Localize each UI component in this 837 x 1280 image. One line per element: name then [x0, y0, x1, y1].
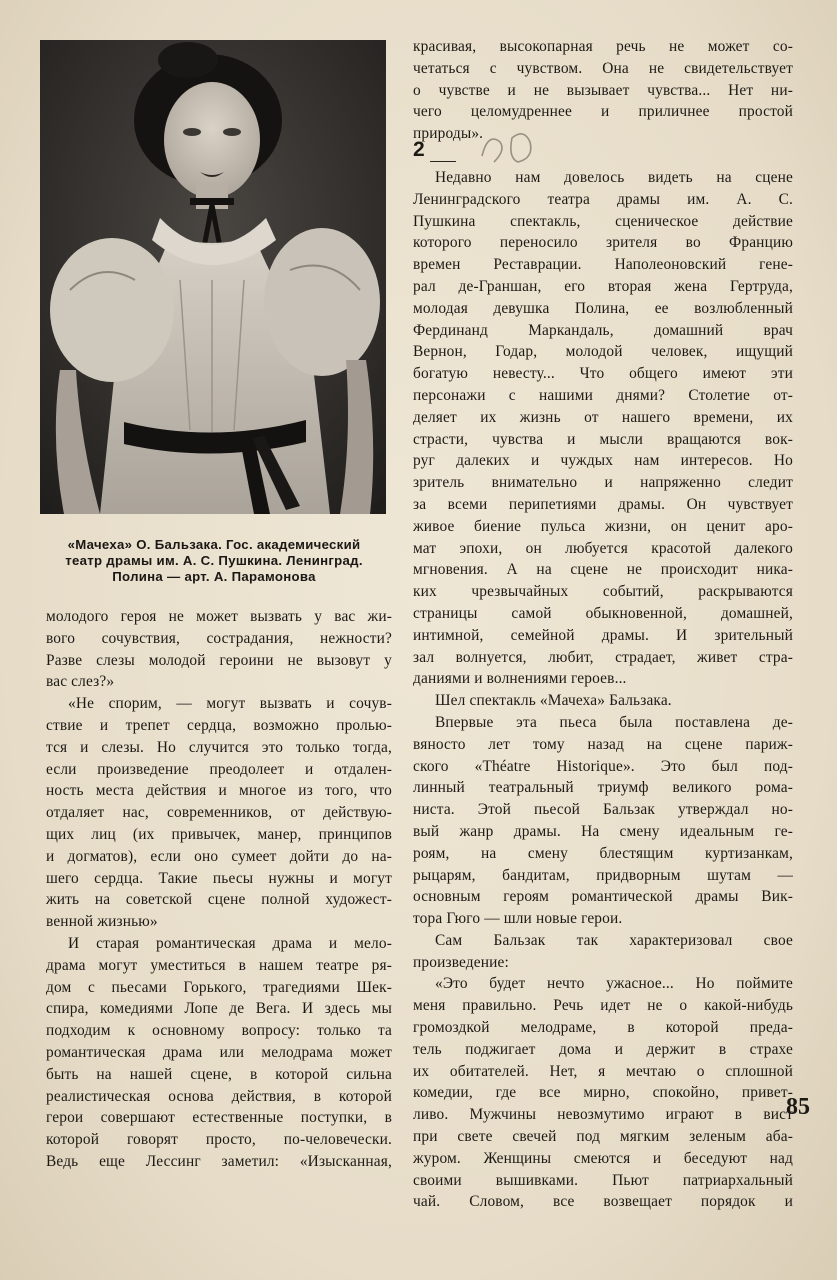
text-line: природы».: [413, 125, 484, 143]
text-line: о чувстве и не вызывает чувства... Нет ни-: [413, 81, 793, 99]
text-line: вый жанр драмы. На смену идеальным ге-: [413, 822, 793, 840]
text-line: основным героям романтической драмы Вик-: [413, 888, 793, 906]
text-line: интимной, семейной драмы. И зрительный: [413, 626, 793, 644]
text-line: щих лиц (их привычек, манер, принципов: [46, 825, 392, 843]
text-line: венной жизнью»: [46, 913, 158, 931]
right-text-column-top: [413, 36, 793, 145]
text-line: быть на нашей сцене, в которой сильна: [46, 1065, 392, 1083]
caption-line: Полина — арт. А. Парамонова: [112, 569, 316, 584]
text-line: их обитателей. Нет, я мечтаю о сплошной: [413, 1062, 793, 1080]
text-line: молодая девушка Полина, ее возлюбленный: [413, 299, 793, 317]
text-line: даниями и волнениями героев...: [413, 670, 627, 688]
text-line: вяносто лет тому назад на сцене париж-: [413, 735, 793, 753]
text-line: жить на советской сцене полной художест-: [46, 891, 392, 909]
text-line: вас слез?»: [46, 673, 115, 691]
text-line: Вернон, Годар, молодой человек, ищущий: [413, 343, 793, 361]
caption-line: «Мачеха» О. Бальзака. Гос. академический: [67, 537, 361, 552]
pencil-annotation: [478, 128, 548, 168]
text-line: ность места действия и многое из того, что: [46, 782, 392, 800]
text-line: за всеми перипетиями драмы. Он чувствует: [413, 495, 793, 513]
text-line: мгновения. А на сцене не происходит ника-: [413, 561, 793, 579]
text-line: мат эпохи, он любуется красотой далекого: [413, 539, 793, 557]
right-text-column: [413, 167, 793, 1213]
text-line: вого сочувствия, сострадания, нежности?: [46, 629, 392, 647]
text-line: дом с пьесами Горького, трагедиями Шек-: [46, 978, 392, 996]
page-number: 85: [786, 1094, 810, 1120]
text-line: тель поджигает дома и держит в страхе: [413, 1040, 793, 1058]
left-text-column: [46, 606, 392, 1173]
text-line: отдаляет нас, современников, от действую-: [46, 804, 392, 822]
text-line: персонажи с нашими днями? Столетие от-: [413, 386, 793, 404]
text-line: которой говорят просто, по-человечески.: [46, 1131, 392, 1149]
section-number: 2: [413, 138, 425, 161]
text-line: Ленинградского театра драмы им. А. С.: [413, 190, 793, 208]
text-line: герои совершают естественные поступки, в: [46, 1109, 392, 1127]
actress-photo: [40, 40, 386, 514]
text-line: времен Реставрации. Наполеоновский гене-: [413, 256, 793, 274]
text-line: деляет их жизнь от нашего времени, их: [413, 408, 793, 426]
photo-caption: [28, 537, 400, 585]
text-line: ствие и трепет сердца, возможно пролью-: [46, 716, 392, 734]
text-line: реалистическая основа действия, в которой: [46, 1087, 392, 1105]
text-line: Разве слезы молодой героини не вызовут у: [46, 651, 392, 669]
text-line: зритель внимательно и напряженно следит: [413, 474, 793, 492]
text-line: громоздкой мелодраме, в которой преда-: [413, 1019, 793, 1037]
caption-line: театр драмы им. А. С. Пушкина. Ленинград.: [65, 553, 363, 568]
text-line: зал волнуется, любит, страдает, живет стра-: [413, 648, 793, 666]
text-line: ких чрезвычайных событий, раскрываются: [413, 583, 793, 601]
text-line: Недавно нам довелось видеть на сцене: [435, 169, 793, 186]
text-line: живое биение пульса жизни, он ценит аро-: [413, 517, 793, 535]
text-line: руг далеких и чуждых нам интересов. Но: [413, 452, 793, 470]
text-line: если произведение преодолеет и отдален-: [46, 760, 392, 778]
text-line: страницы самой обыкновенной, домашней,: [413, 604, 793, 622]
text-line: подходим к основному вопросу: только та: [46, 1022, 392, 1040]
text-line: «Не спорим, — могут вызвать и сочув-: [68, 695, 392, 713]
text-line: комедии, где все мирно, спокойно, привет-: [413, 1084, 793, 1102]
text-line: страсти, чувства и мысли вращаются вок-: [413, 430, 793, 448]
text-line: линный театральный триумф великого рома-: [413, 779, 793, 797]
text-line: которого переносило зрителя во Францию: [413, 234, 793, 252]
text-line: рыцарям, бандитам, придворным шутам —: [413, 866, 793, 884]
text-line: чего целомудреннее и приличнее простой: [413, 103, 793, 121]
text-line: Фердинанд Маркандаль, домашний врач: [413, 321, 793, 339]
text-line: и догматов), если оно сумеет дойти до на-: [46, 847, 392, 865]
text-line: «Это будет нечто ужасное... Но поймите: [435, 975, 793, 993]
section-rule: [430, 161, 456, 162]
text-line: спира, комедиями Лопе де Вега. И здесь мы: [46, 1000, 392, 1018]
text-line: тся и слезы. Но случится это только тогда,: [46, 738, 392, 756]
text-line: чай. Словом, все возвещает порядок и: [413, 1193, 793, 1211]
text-line: ниста. Этой пьесой Бальзак утверждал но-: [413, 801, 793, 819]
text-line: Сам Бальзак так характеризовал свое: [435, 931, 793, 949]
text-line: богатую невесту... Что общего имеют эти: [413, 365, 793, 383]
text-line: ливо. Мужчины невозмутимо играют в вист: [413, 1106, 793, 1124]
text-line: произведение:: [413, 953, 509, 971]
text-line: романтическая драма или мелодрама может: [46, 1043, 392, 1061]
text-line: молодого героя не может вызвать у вас жи-: [46, 608, 392, 625]
text-line: Пушкина спектакль, сценическое действие: [413, 212, 793, 230]
text-line: Шел спектакль «Мачеха» Бальзака.: [435, 692, 672, 710]
text-line: Ведь еще Лессинг заметил: «Изысканная,: [46, 1152, 392, 1170]
text-line: шего сердца. Такие пьесы нужны и могут: [46, 869, 392, 887]
actress-photo-illustration: [40, 40, 386, 514]
text-line: журом. Женщины смеются и беседуют над: [413, 1149, 793, 1167]
text-line: Впервые эта пьеса была поставлена де-: [435, 713, 793, 731]
text-line: рал де-Граншан, его вторая жена Гертруда,: [413, 277, 793, 295]
text-line: красивая, высокопарная речь не может со-: [413, 38, 793, 55]
text-line: тора Гюго — шли новые герои.: [413, 910, 623, 928]
text-line: ского «Théatre Historique». Это был под-: [413, 757, 793, 775]
text-line: своими вышивками. Пьют патриархальный: [413, 1171, 793, 1189]
text-line: четаться с чувством. Она не свидетельствует: [413, 59, 793, 77]
text-line: И старая романтическая драма и мело-: [68, 934, 392, 952]
text-line: меня правильно. Речь идет не о какой-нибудь: [413, 997, 793, 1015]
text-line: при свете свечей под мягким зеленым аба-: [413, 1128, 793, 1146]
text-line: роям, на смену блестящим куртизанкам,: [413, 844, 793, 862]
text-line: драма могут уместиться в нашем театре ря-: [46, 956, 392, 974]
